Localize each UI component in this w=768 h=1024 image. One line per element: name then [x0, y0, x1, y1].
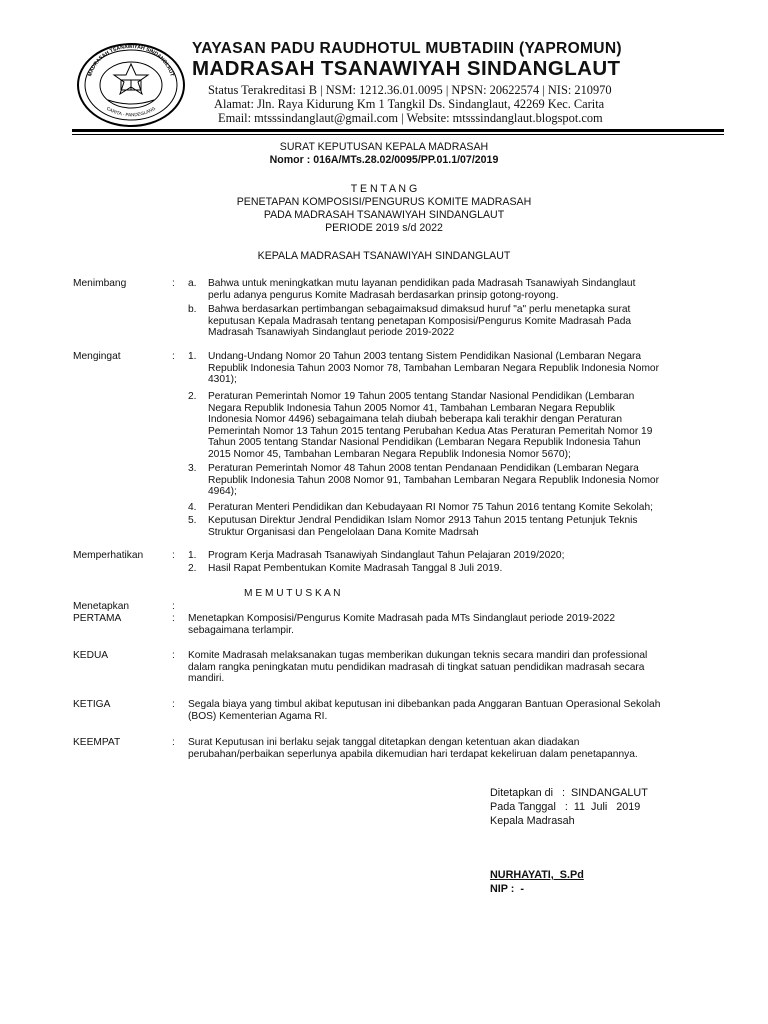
- school-address: Alamat: Jln. Raya Kidurung Km 1 Tangkil Ds. Sindanglaut, 42269 Kec. Carita: [214, 97, 605, 111]
- decision-label-keempat: KEEMPAT: [73, 737, 121, 748]
- item-marker: 5.: [188, 515, 197, 526]
- item-marker: 2.: [188, 391, 197, 402]
- decision-colon: :: [172, 613, 175, 624]
- decision-text-pertama: Menetapkan Komposisi/Pengurus Komite Madrasah pada MTs Sindanglaut periode 2019-2022 sebagaimana terlampir.: [188, 613, 616, 636]
- item-marker: 3.: [188, 463, 197, 474]
- subject-period: PERIODE 2019 s/d 2022: [325, 222, 443, 234]
- menetapkan-label: Menetapkan: [73, 601, 130, 612]
- decree-title: SURAT KEPUTUSAN KEPALA MADRASAH: [279, 141, 489, 153]
- item-marker: 1.: [188, 550, 197, 561]
- header-divider-thin: [72, 134, 724, 135]
- signature-position: Kepala Madrasah: [490, 815, 575, 827]
- item-marker: b.: [188, 304, 197, 315]
- memperhatikan-item-2: Hasil Rapat Pembentukan Komite Madrasah Tanggal 8 Juli 2019.: [208, 563, 503, 574]
- mengingat-item-4: Peraturan Menteri Pendidikan dan Kebudayaan RI Nomor 75 Tahun 2016 tentang Komite Sekolah;: [208, 502, 653, 513]
- decision-label-kedua: KEDUA: [73, 650, 109, 661]
- school-status: Status Terakreditasi B | NSM: 1212.36.01.0095 | NPSN: 20622574 | NIS: 210970: [208, 83, 612, 97]
- signatory-nip: NIP : -: [490, 883, 524, 895]
- decision-text-kedua: Komite Madrasah melaksanakan tugas memberikan dukungan teknis secara mandiri dan professional dalam rangka peningkatan mutu pendidikan madrasah di tingkat satuan pendidikan madrasah secara mandiri.: [188, 650, 648, 685]
- mengingat-item-3: Peraturan Pemerintah Nomor 48 Tahun 2008 tentan Pendanaan Pendidikan (Lembaran Negara Republik Indonesia Tahun 2008 Nomor 91, Tambahan Lembaran Negara Republik Indonesia Nomor 4964);: [208, 463, 659, 498]
- signature-place: Ditetapkan di : SINDANGALUT: [490, 787, 648, 799]
- decision-colon: :: [172, 737, 175, 748]
- signatory-name: NURHAYATI, S.Pd: [490, 869, 584, 881]
- decree-number: Nomor : 016A/MTs.28.02/0095/PP.01.1/07/2019: [269, 154, 499, 166]
- item-marker: 4.: [188, 502, 197, 513]
- item-marker: a.: [188, 278, 197, 289]
- decision-label-pertama: PERTAMA: [73, 613, 122, 624]
- mengingat-item-5: Keputusan Direktur Jendral Pendidikan Islam Nomor 2913 Tahun 2015 tentang Petunjuk Teknis Struktur Organisasi dan Pengelolaan Dana Komite Madrsah: [208, 515, 638, 538]
- authority-heading: KEPALA MADRASAH TSANAWIYAH SINDANGLAUT: [257, 250, 511, 262]
- mengingat-label: Mengingat: [73, 351, 121, 362]
- mengingat-item-2: Peraturan Pemerintah Nomor 19 Tahun 2005 tentang Standar Nasional Pendidikan (Lembaran Negara Republik Indonesia Tahun 2005 Nomor 41, Tambahan Lembaran Negara Republik Indonesia Nomor 4496) sebagaimana telah diubah beberapa kali terakhir dengan Peraturan Pemerintah Nomor 13 Tahun 2015 tentang Perubahan Kedua Atas Peraturan Pemeritah Nomor 19 Tahun 2005 tentang Standar Nasional Pendidikan (Lembaran Negara Republik Indonesia Tahun 2015 Nomor 45, Tambahan Lembaran Negara Republik Indonesia Nomor 5670);: [208, 391, 653, 460]
- decision-label-ketiga: KETIGA: [73, 699, 111, 710]
- memperhatikan-colon: :: [172, 550, 175, 561]
- menimbang-label: Menimbang: [73, 278, 127, 289]
- menetapkan-colon: :: [172, 601, 175, 612]
- tentang-heading: T E N T A N G: [350, 183, 418, 195]
- menimbang-item-b: Bahwa berdasarkan pertimbangan sebagaimaksud dimaksud huruf "a" perlu menetapka surat keputusan Kepala Madrasah tentang penetapan Komposisi/Pengurus Komite Madrasah Pada Madrasah Tsanawiyah Sindanglaut periode 2019-2022: [208, 304, 632, 339]
- header-divider-thick: [72, 129, 724, 132]
- decision-colon: :: [172, 650, 175, 661]
- decision-text-keempat: Surat Keputusan ini berlaku sejak tanggal ditetapkan dengan ketentuan akan diadakan perubahan/perbaikan seperlunya apabila dikemudian hari terdapat kekeliruan dalam penetapannya.: [188, 737, 638, 760]
- svg-text:CARITA - PANDEGLANG: CARITA - PANDEGLANG: [105, 105, 157, 118]
- school-logo: [76, 42, 186, 128]
- menimbang-item-a: Bahwa untuk meningkatkan mutu layanan pendidikan pada Madrasah Tsanawiyah Sindanglaut perlu adanya pengurus Komite Madrasah berdasarkan prinsip gotong-royong.: [208, 278, 636, 301]
- item-marker: 1.: [188, 351, 197, 362]
- subject-line-1: PENETAPAN KOMPOSISI/PENGURUS KOMITE MADRASAH: [236, 196, 532, 208]
- memutuskan-heading: M E M U T U S K A N: [244, 588, 341, 599]
- signature-date: Pada Tanggal : 11 Juli 2019: [490, 801, 641, 813]
- subject-line-2: PADA MADRASAH TSANAWIYAH SINDANGLAUT: [263, 209, 505, 221]
- decision-colon: :: [172, 699, 175, 710]
- svg-text:MADRASAH TSANAWIYAH SINDANGLAU: MADRASAH TSANAWIYAH SINDANGLAUT: [87, 43, 175, 78]
- decision-text-ketiga: Segala biaya yang timbul akibat keputusan ini dibebankan pada Anggaran Bantuan Operasional Sekolah (BOS) Kementerian Agama RI.: [188, 699, 661, 722]
- organization-name: YAYASAN PADU RAUDHOTUL MUBTADIIN (YAPROMUN): [192, 40, 622, 57]
- menimbang-colon: :: [172, 278, 175, 289]
- item-marker: 2.: [188, 563, 197, 574]
- memperhatikan-item-1: Program Kerja Madrasah Tsanawiyah Sindanglaut Tahun Pelajaran 2019/2020;: [208, 550, 565, 561]
- memperhatikan-label: Memperhatikan: [73, 550, 144, 561]
- school-name: MADRASAH TSANAWIYAH SINDANGLAUT: [192, 57, 621, 80]
- school-contact: Email: mtsssindanglaut@gmail.com | Website: mtsssindanglaut.blogspot.com: [218, 111, 603, 125]
- mengingat-item-1: Undang-Undang Nomor 20 Tahun 2003 tentang Sistem Pendidikan Nasional (Lembaran Negara Republik Indonesia Tahun 2003 Nomor 78, Tambahan Lembaran Negara Republik Indonesia Nomor 4301);: [208, 351, 659, 386]
- mengingat-colon: :: [172, 351, 175, 362]
